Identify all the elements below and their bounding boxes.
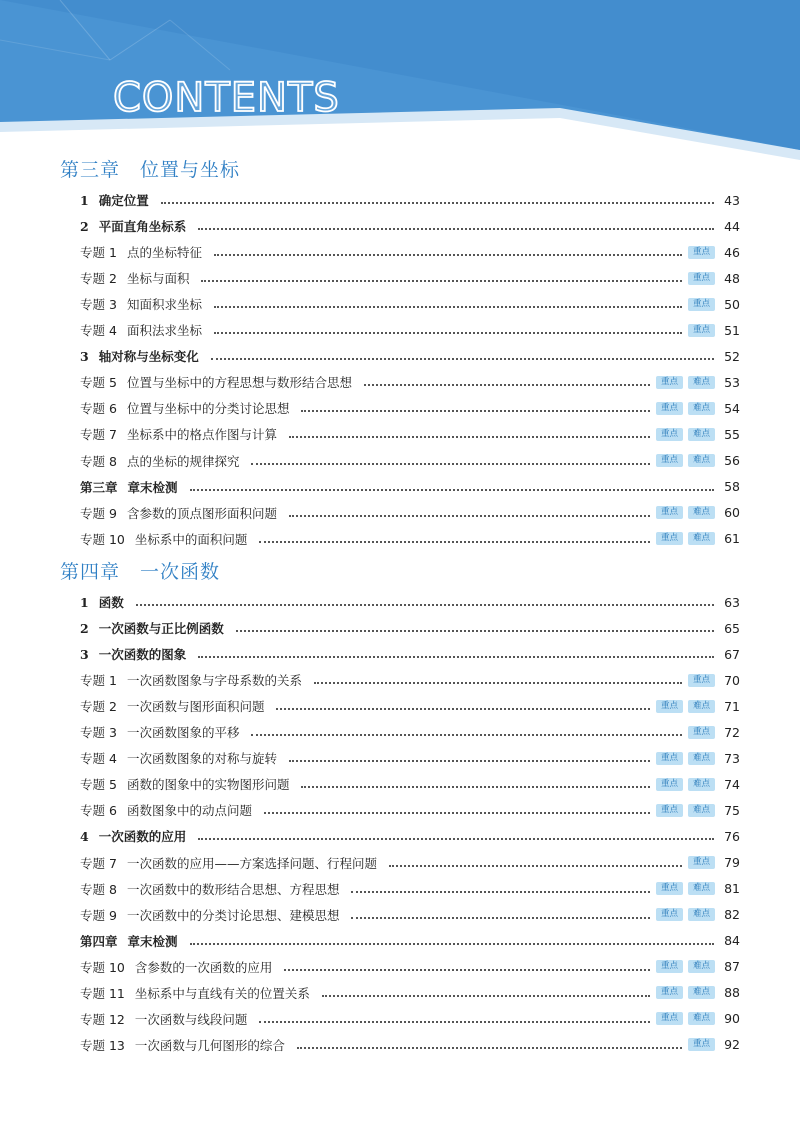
toc-entry-label: [80, 295, 208, 313]
key-point-badge: 重点: [656, 532, 683, 545]
toc-entry-number: 3: [80, 348, 89, 364]
toc-entry-title: 平面直角坐标系: [98, 219, 187, 235]
key-point-badge: 重点: [688, 1038, 715, 1051]
toc-entry-title: 章末检测: [127, 479, 178, 495]
toc-page-number: 58: [724, 479, 740, 495]
toc-page-number: 65: [724, 620, 740, 636]
toc-entry-label: [80, 217, 192, 235]
tag-group: [688, 856, 715, 869]
dot-leader: [276, 708, 650, 710]
toc-entry-label: [80, 269, 195, 287]
toc-page-number: 51: [724, 322, 740, 338]
difficult-point-badge: 难点: [688, 986, 715, 999]
toc-entry-label: [80, 1010, 253, 1028]
toc-topic-row[interactable]: [80, 450, 740, 472]
toc-entry-number: 专题 1: [80, 673, 117, 689]
toc-entry-title: 一次函数的应用——方案选择问题、行程问题: [126, 855, 377, 871]
toc-entry-title: 含参数的顶点图形面积问题: [126, 505, 277, 521]
toc-entry-label: [80, 619, 230, 637]
toc-page-number: 72: [724, 724, 740, 740]
toc-entry-title: 一次函数图象的平移: [126, 725, 240, 741]
toc-entry-number: 专题 3: [80, 725, 117, 741]
key-point-badge: 重点: [688, 856, 715, 869]
toc-entry-label: [80, 399, 295, 417]
tag-group: [656, 454, 715, 467]
toc-entry-title: 点的坐标特征: [126, 245, 202, 261]
toc-entry-number: 2: [80, 218, 89, 234]
toc-entry-label: [80, 478, 184, 496]
dot-leader: [259, 1021, 650, 1023]
difficult-point-badge: 难点: [688, 428, 715, 441]
toc-entry-title: 坐标系中的格点作图与计算: [126, 427, 277, 443]
toc-entry-title: 坐标与面积: [126, 271, 190, 287]
toc-section-row[interactable]: [80, 345, 740, 367]
key-point-badge: 重点: [656, 376, 683, 389]
toc-entry-title: 一次函数的应用: [98, 829, 187, 845]
toc-topic-row[interactable]: [80, 293, 740, 315]
toc-entry-number: 4: [80, 828, 89, 844]
toc-entry-label: [80, 504, 283, 522]
toc-entry-number: 专题 7: [80, 855, 117, 871]
toc-entry-number: 专题 4: [80, 323, 117, 339]
toc-entry-label: [80, 671, 308, 689]
tag-group: [688, 1038, 715, 1051]
toc-topic-row[interactable]: [80, 695, 740, 717]
toc-entry-number: 专题 12: [80, 1011, 125, 1027]
toc-page-number: 67: [724, 646, 740, 662]
key-point-badge: 重点: [656, 908, 683, 921]
toc-topic-row[interactable]: [80, 773, 740, 795]
key-point-badge: 重点: [656, 506, 683, 519]
difficult-point-badge: 难点: [688, 506, 715, 519]
toc-page-number: 61: [724, 531, 740, 547]
toc-page-number: 52: [724, 348, 740, 364]
difficult-point-badge: 难点: [688, 804, 715, 817]
toc-section-row[interactable]: [80, 591, 740, 613]
toc-page-number: 82: [724, 907, 740, 923]
toc-entry-title: 一次函数图象的对称与旋转: [126, 751, 277, 767]
dot-leader: [214, 254, 682, 256]
toc-entry-title: 一次函数图象与字母系数的关系: [126, 673, 302, 689]
toc-entry-number: 专题 10: [80, 531, 125, 547]
toc-page-number: 44: [724, 218, 740, 234]
dot-leader: [289, 760, 650, 762]
toc-entry-label: [80, 854, 383, 872]
toc-entry-title: 位置与坐标中的方程思想与数形结合思想: [126, 375, 352, 391]
toc-topic-row[interactable]: [80, 956, 740, 978]
key-point-badge: 重点: [656, 1012, 683, 1025]
toc-section-row[interactable]: [80, 930, 740, 952]
dot-leader: [284, 969, 650, 971]
key-point-badge: 重点: [688, 674, 715, 687]
toc-topic-row[interactable]: [80, 904, 740, 926]
toc-entry-label: [80, 452, 245, 470]
toc-entry-label: [80, 906, 345, 924]
tag-group: [656, 986, 715, 999]
toc-topic-row[interactable]: [80, 852, 740, 874]
dot-leader: [289, 515, 650, 517]
toc-page-number: 60: [724, 505, 740, 521]
toc-entry-number: 专题 9: [80, 505, 117, 521]
key-point-badge: 重点: [656, 986, 683, 999]
toc-entry-label: [80, 191, 155, 209]
toc-entry-number: 专题 2: [80, 699, 117, 715]
toc-entry-label: [80, 530, 253, 548]
toc-entry-number: 专题 7: [80, 427, 117, 443]
toc-entry-title: 一次函数与线段问题: [134, 1011, 248, 1027]
toc-section-row[interactable]: [80, 825, 740, 847]
toc-topic-row[interactable]: [80, 1034, 740, 1056]
toc-section-row[interactable]: [80, 643, 740, 665]
key-point-badge: 重点: [656, 454, 683, 467]
toc-page-number: 88: [724, 985, 740, 1001]
dot-leader: [190, 489, 714, 491]
key-point-badge: 重点: [688, 246, 715, 259]
toc-entry-label: [80, 801, 258, 819]
toc-entry-number: 专题 9: [80, 907, 117, 923]
difficult-point-badge: 难点: [688, 454, 715, 467]
toc-entry-label: [80, 880, 345, 898]
toc-entry-number: 专题 1: [80, 245, 117, 261]
toc-entry-number: 专题 6: [80, 803, 117, 819]
dot-leader: [211, 358, 714, 360]
toc-page-number: 81: [724, 881, 740, 897]
toc-page-number: 46: [724, 244, 740, 260]
contents-title: CONTENTS: [113, 75, 340, 121]
tag-group: [656, 532, 715, 545]
dot-leader: [264, 812, 650, 814]
toc-entry-label: [80, 827, 192, 845]
toc-page-number: 87: [724, 959, 740, 975]
tag-group: [656, 778, 715, 791]
tag-group: [688, 272, 715, 285]
toc-page-number: 63: [724, 594, 740, 610]
dot-leader: [198, 228, 714, 230]
toc-page-number: 76: [724, 828, 740, 844]
dot-leader: [190, 943, 714, 945]
difficult-point-badge: 难点: [688, 402, 715, 415]
dot-leader: [251, 463, 650, 465]
tag-group: [688, 726, 715, 739]
toc-topic-row[interactable]: [80, 371, 740, 393]
dot-leader: [289, 436, 650, 438]
toc-topic-row[interactable]: [80, 669, 740, 691]
toc-entry-number: 第三章: [80, 479, 118, 495]
toc-entry-label: [80, 723, 245, 741]
toc-entry-title: 位置与坐标中的分类讨论思想: [126, 401, 290, 417]
toc-page-number: 79: [724, 855, 740, 870]
difficult-point-badge: 难点: [688, 960, 715, 973]
key-point-badge: 重点: [656, 960, 683, 973]
toc-section-row[interactable]: [80, 189, 740, 211]
toc-page-number: 48: [724, 270, 740, 286]
toc-entry-number: 专题 5: [80, 375, 117, 391]
toc-topic-row[interactable]: [80, 528, 740, 550]
toc-entry-label: [80, 243, 208, 261]
toc-page-number: 56: [724, 453, 740, 468]
toc-page-number: 71: [724, 698, 740, 714]
tag-group: [688, 674, 715, 687]
toc-page-number: 84: [724, 933, 740, 949]
toc-page-number: 90: [724, 1011, 740, 1027]
toc-entry-number: 专题 8: [80, 881, 117, 897]
key-point-badge: 重点: [688, 298, 715, 311]
dot-leader: [314, 682, 682, 684]
toc-page-number: 50: [724, 296, 740, 312]
toc-entry-label: [80, 645, 192, 663]
difficult-point-badge: 难点: [688, 700, 715, 713]
dot-leader: [161, 202, 714, 204]
toc-entry-label: [80, 1036, 291, 1054]
toc-section-row[interactable]: [80, 617, 740, 639]
toc-topic-row[interactable]: [80, 878, 740, 900]
toc-entry-title: 章末检测: [127, 933, 178, 949]
difficult-point-badge: 难点: [688, 752, 715, 765]
key-point-badge: 重点: [656, 402, 683, 415]
tag-group: [656, 960, 715, 973]
toc-topic-row[interactable]: [80, 799, 740, 821]
difficult-point-badge: 难点: [688, 882, 715, 895]
toc-page-number: 43: [724, 192, 740, 208]
toc-page-number: 73: [724, 750, 740, 766]
tag-group: [656, 804, 715, 817]
chapter-title: 第三章 位置与坐标: [60, 159, 241, 181]
tag-group: [656, 882, 715, 895]
toc-entry-number: 专题 5: [80, 777, 117, 793]
toc-entry-number: 专题 8: [80, 453, 117, 469]
dot-leader: [198, 838, 714, 840]
dot-leader: [297, 1047, 682, 1049]
toc-entry-number: 专题 4: [80, 751, 117, 767]
toc-entry-number: 第四章: [80, 933, 118, 949]
toc-topic-row[interactable]: [80, 982, 740, 1004]
toc-page-number: 70: [724, 672, 740, 688]
toc-entry-title: 面积法求坐标: [126, 323, 202, 339]
dot-leader: [198, 656, 714, 658]
tag-group: [656, 428, 715, 441]
dot-leader: [236, 630, 714, 632]
toc-entry-number: 专题 11: [80, 985, 125, 1001]
toc-entry-title: 一次函数中的数形结合思想、方程思想: [126, 881, 340, 897]
toc-entry-label: [80, 932, 184, 950]
toc-entry-label: [80, 373, 358, 391]
toc-entry-title: 一次函数与正比例函数: [98, 621, 224, 637]
dot-leader: [201, 280, 682, 282]
dot-leader: [214, 306, 682, 308]
dot-leader: [351, 891, 650, 893]
dot-leader: [364, 384, 650, 386]
dot-leader: [389, 865, 682, 867]
tag-group: [656, 506, 715, 519]
toc-entry-label: [80, 425, 283, 443]
tag-group: [656, 1012, 715, 1025]
dot-leader: [351, 917, 650, 919]
toc-entry-number: 专题 3: [80, 297, 117, 313]
dot-leader: [251, 734, 682, 736]
toc-topic-row[interactable]: [80, 1008, 740, 1030]
key-point-badge: 重点: [656, 428, 683, 441]
toc-entry-title: 坐标系中的面积问题: [134, 531, 248, 547]
toc-entry-title: 一次函数与几何图形的综合: [134, 1037, 285, 1053]
toc-entry-label: [80, 775, 295, 793]
toc-entry-title: 一次函数与图形面积问题: [126, 699, 265, 715]
tag-group: [688, 324, 715, 337]
toc-entry-label: [80, 958, 278, 976]
dot-leader: [214, 332, 682, 334]
toc-entry-title: 一次函数中的分类讨论思想、建模思想: [126, 907, 340, 923]
difficult-point-badge: 难点: [688, 376, 715, 389]
key-point-badge: 重点: [656, 804, 683, 817]
key-point-badge: 重点: [688, 272, 715, 285]
key-point-badge: 重点: [688, 324, 715, 337]
toc-entry-number: 专题 2: [80, 271, 117, 287]
toc-entry-number: 1: [80, 594, 89, 610]
tag-group: [656, 908, 715, 921]
dot-leader: [301, 410, 650, 412]
tag-group: [656, 402, 715, 415]
toc-page-number: 74: [724, 776, 740, 792]
toc-entry-title: 一次函数的图象: [98, 647, 187, 663]
toc-section-row[interactable]: [80, 476, 740, 498]
toc-topic-row[interactable]: [80, 267, 740, 289]
toc-entry-label: [80, 593, 130, 611]
header-banner: [0, 0, 800, 170]
toc-page-number: 55: [724, 426, 740, 442]
toc-entry-label: [80, 749, 283, 767]
toc-entry-label: [80, 347, 205, 365]
toc-entry-title: 函数的图象中的实物图形问题: [126, 777, 290, 793]
toc-page-number: 53: [724, 374, 740, 390]
key-point-badge: 重点: [656, 778, 683, 791]
toc-topic-row[interactable]: [80, 747, 740, 769]
tag-group: [688, 298, 715, 311]
difficult-point-badge: 难点: [688, 908, 715, 921]
tag-group: [656, 700, 715, 713]
key-point-badge: 重点: [656, 700, 683, 713]
toc-topic-row[interactable]: [80, 721, 740, 743]
chapter-title: 第四章 一次函数: [60, 561, 221, 583]
toc-entry-number: 专题 10: [80, 959, 125, 975]
toc-entry-number: 3: [80, 646, 89, 662]
dot-leader: [322, 995, 650, 997]
toc-topic-row[interactable]: [80, 319, 740, 341]
dot-leader: [301, 786, 650, 788]
toc-entry-title: 函数图象中的动点问题: [126, 803, 252, 819]
toc-entry-title: 确定位置: [98, 193, 149, 208]
toc-topic-row[interactable]: [80, 502, 740, 524]
toc-entry-label: [80, 984, 316, 1002]
toc-entry-label: [80, 697, 270, 715]
tag-group: [656, 752, 715, 765]
key-point-badge: 重点: [688, 726, 715, 739]
toc-topic-row[interactable]: [80, 397, 740, 419]
toc-entry-number: 1: [80, 192, 89, 208]
toc-page-number: 75: [724, 802, 740, 818]
difficult-point-badge: 难点: [688, 532, 715, 545]
toc-entry-number: 专题 13: [80, 1037, 125, 1053]
toc-topic-row[interactable]: [80, 241, 740, 263]
difficult-point-badge: 难点: [688, 778, 715, 791]
toc-entry-number: 专题 6: [80, 401, 117, 417]
toc-entry-title: 坐标系中与直线有关的位置关系: [134, 985, 310, 1001]
difficult-point-badge: 难点: [688, 1012, 715, 1025]
key-point-badge: 重点: [656, 752, 683, 765]
toc-entry-title: 点的坐标的规律探究: [126, 453, 240, 469]
tag-group: [656, 376, 715, 389]
toc-page-number: 92: [724, 1037, 740, 1053]
toc-entry-title: 函数: [98, 595, 124, 610]
toc-page-number: 54: [724, 400, 740, 416]
toc-section-row[interactable]: [80, 215, 740, 237]
toc-entry-title: 含参数的一次函数的应用: [134, 959, 273, 975]
tag-group: [688, 246, 715, 259]
toc-entry-number: 2: [80, 620, 89, 636]
toc-entry-title: 轴对称与坐标变化: [98, 349, 199, 365]
key-point-badge: 重点: [656, 882, 683, 895]
dot-leader: [259, 541, 650, 543]
toc-topic-row[interactable]: [80, 423, 740, 445]
toc-entry-title: 知面积求坐标: [126, 297, 202, 313]
toc-entry-label: [80, 321, 208, 339]
dot-leader: [136, 604, 714, 606]
